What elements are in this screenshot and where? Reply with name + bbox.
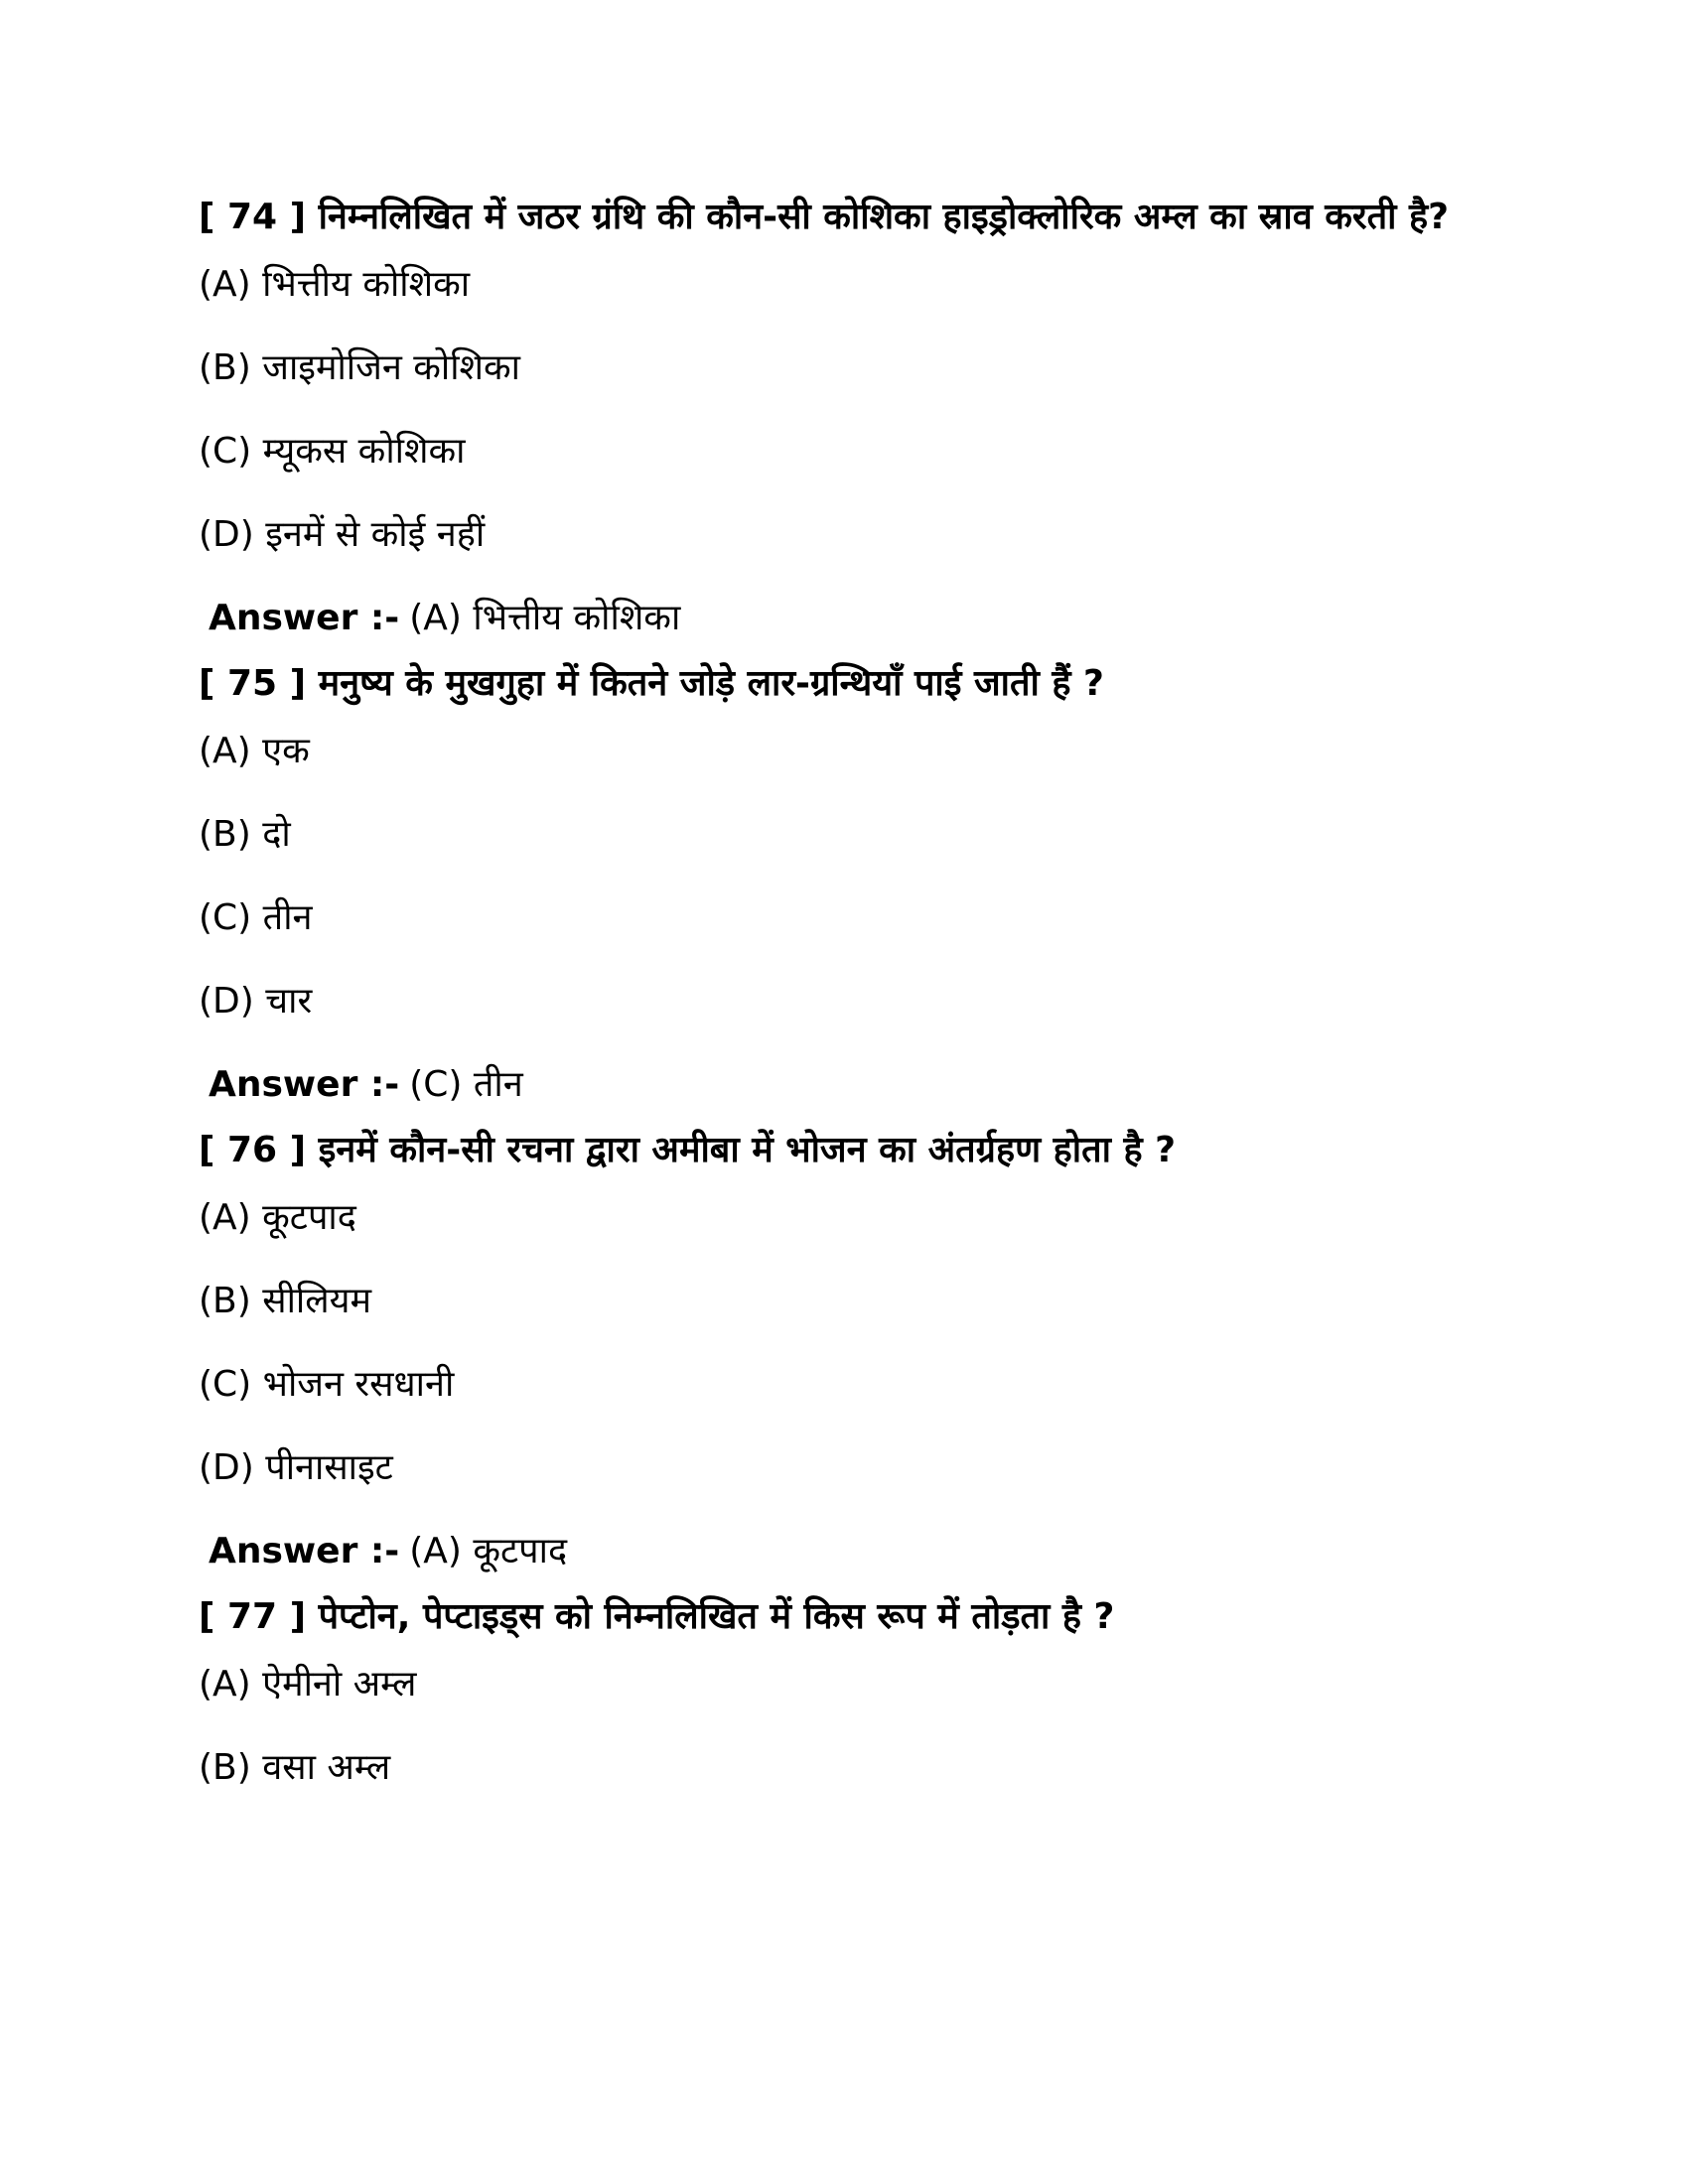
answer-line: [209, 1060, 1450, 1110]
option-d: (D) इनमें से कोई नहीं: [199, 514, 486, 555]
document-page: [199, 195, 1450, 1827]
answer-label: Answer :-: [209, 598, 400, 638]
option-b: (B) जाइमोजिन कोशिका: [199, 347, 521, 388]
answer-value: (C) तीन: [409, 1064, 523, 1105]
question-title: [ 74 ] निम्नलिखित में जठर ग्रंथि की कौन-सी कोशिका हाइड्रोक्लोरिक अम्ल का स्राव करती है?: [199, 197, 1449, 237]
question-title: [ 76 ] इनमें कौन-सी रचना द्वारा अमीबा में भोजन का अंतर्ग्रहण होता है ?: [199, 1130, 1176, 1170]
question-75: [199, 661, 1450, 1110]
answer-label: Answer :-: [209, 1064, 400, 1105]
option-b: (B) वसा अम्ल: [199, 1747, 391, 1788]
answer-label: Answer :-: [209, 1531, 400, 1571]
option-b: (B) सीलियम: [199, 1281, 372, 1321]
option-b: (B) दो: [199, 814, 291, 855]
answer-line: [209, 594, 1450, 643]
option-a: (A) कूटपाद: [199, 1197, 356, 1238]
question-77: [199, 1594, 1450, 1793]
option-d: (D) चार: [199, 981, 313, 1022]
question-title: [ 75 ] मनुष्य के मुखगुहा में कितने जोड़े लार-ग्रन्थियाँ पाई जाती हैं ?: [199, 663, 1104, 704]
question-74: [199, 195, 1450, 643]
option-a: (A) भित्तीय कोशिका: [199, 264, 471, 305]
option-c: (C) तीन: [199, 897, 313, 938]
option-c: (C) म्यूकस कोशिका: [199, 431, 466, 472]
question-76: [199, 1128, 1450, 1576]
answer-line: [209, 1527, 1450, 1576]
answer-value: (A) कूटपाद: [409, 1531, 568, 1571]
option-a: (A) एक: [199, 731, 310, 771]
option-c: (C) भोजन रसधानी: [199, 1364, 455, 1405]
option-a: (A) ऐमीनो अम्ल: [199, 1664, 417, 1705]
question-title: [ 77 ] पेप्टोन, पेप्टाइड्स को निम्नलिखित में किस रूप में तोड़ता है ?: [199, 1596, 1115, 1637]
answer-value: (A) भित्तीय कोशिका: [409, 598, 681, 638]
option-d: (D) पीनासाइट: [199, 1447, 393, 1488]
